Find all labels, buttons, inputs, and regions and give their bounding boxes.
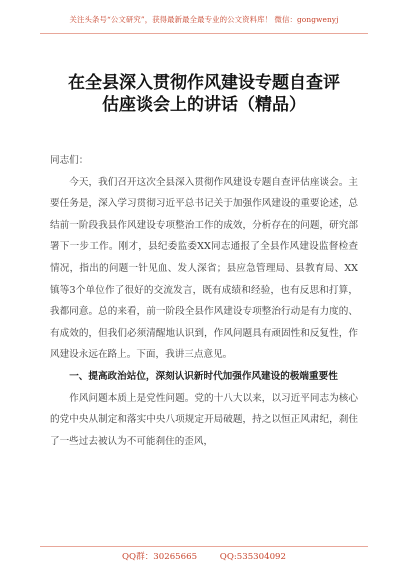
footer — [0, 550, 408, 562]
footer-qq: QQ:535304092 — [219, 552, 286, 562]
body-paragraph: 作风问题本质上是党性问题。党的十八大以来，以习近平同志为核心的党中央从制定和落实中央八项规定开局破题，持之以恒正风肃纪，刹住了一些过去被认为不可能刹住的歪风， — [50, 392, 358, 447]
document-body — [50, 150, 358, 452]
title-line-2: 估座谈会上的讲话（精品） — [102, 95, 306, 115]
footer-qq-group: QQ群：30265665 — [122, 552, 198, 562]
footer-divider — [40, 546, 368, 547]
salutation: 同志们： — [50, 155, 89, 166]
header-divider — [40, 33, 368, 34]
header-banner: 关注头条号“公文研究”，获得最新最全最专业的公文资料库！ 微信：gongwenyj — [69, 15, 339, 24]
title-line-1: 在全县深入贯彻作风建设专题自查评 — [68, 73, 340, 93]
document-title — [20, 72, 388, 116]
body-paragraph: 今天，我们召开这次全县深入贯彻作风建设专题自查评估座谈会。主要任务是，深入学习贯彻习近平总书记关于加强作风建设的重要论述，总结前一阶段我县作风建设专项整治工作的成效，分析存在的问题，研究部署下一步工作。刚才，县纪委监委XX同志通报了全县作风建设监督检查情况，指出的问题一针见血、发人深省；县应急管理局、县教育局、XX镇等3个单位作了很好的交流发言，既有成绩和经验，也有反思和打算，我都同意。总的来看，前一阶段全县作风建设专项整治行动是有力度的、有成效的，但我们必须清醒地认识到，作风问题具有顽固性和反复性，作风建设永远在路上。下面，我讲三点意见。 — [50, 176, 358, 361]
section-heading: 一、提高政治站位，深刻认识新时代加强作风建设的极端重要性 — [69, 370, 338, 382]
